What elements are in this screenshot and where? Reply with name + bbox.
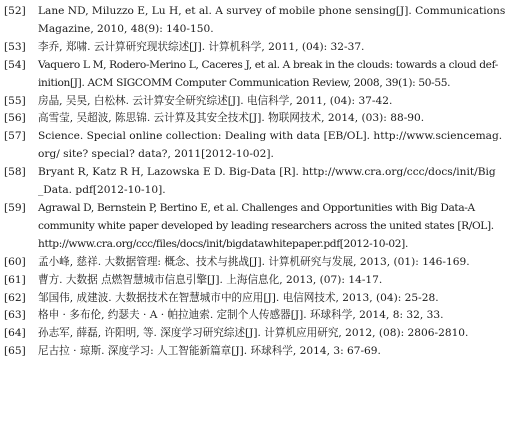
reference-text-line: 高雪莹, 吴超波, 陈思锦. 云计算及其安全技术[J]. 物联网技术, 2014, (03): 88-90. <box>38 112 425 125</box>
reference-text-line: Agrawal D, Bernstein P, Bertino E, et al. Challenges and Opportunities with Big Data-A <box>38 201 475 214</box>
reference-item <box>0 307 505 325</box>
reference-item <box>0 39 505 57</box>
reference-text-line: Lane ND, Miluzzo E, Lu H, et al. A survey of mobile phone sensing[J]. Communications <box>38 5 506 17</box>
reference-text-line: 格申 · 多布伦, 约瑟夫 · A · 帕拉迪索. 定制个人传感器[J]. 环球科学, 2014, 8: 32, 33. <box>38 309 444 322</box>
reference-number: [56] <box>4 112 26 125</box>
reference-text-line: 尼古拉 · 琼斯. 深度学习: 人工智能新篇章[J]. 环球科学, 2014, 3: 67-69. <box>38 345 381 358</box>
reference-number: [55] <box>4 94 26 107</box>
reference-number: [53] <box>4 40 26 53</box>
reference-text-line: http://www.cra.org/ccc/files/docs/init/bigdatawhitepaper.pdf[2012-10-02]. <box>38 237 408 250</box>
reference-item <box>0 164 505 200</box>
reference-item <box>0 290 505 308</box>
reference-text-line: community white paper developed by leading researchers across the united states [R/OL]. <box>38 219 494 232</box>
reference-number: [64] <box>4 327 26 340</box>
reference-item <box>0 254 505 272</box>
reference-text-line: Magazine, 2010, 48(9): 140-150. <box>38 22 214 35</box>
reference-text-line: 曹方. 大数据 点燃智慧城市信息引擎[J]. 上海信息化, 2013, (07): 14-17. <box>38 273 383 286</box>
reference-number: [59] <box>4 201 26 214</box>
reference-number: [63] <box>4 309 26 322</box>
reference-number: [52] <box>4 5 26 17</box>
reference-item <box>0 3 505 39</box>
reference-text-line: org/ site? special? data?, 2011[2012-10-02]. <box>38 148 274 161</box>
reference-item <box>0 110 505 128</box>
reference-number: [54] <box>4 58 26 71</box>
reference-text-line: Vaquero L M, Rodero-Merino L, Caceres J, et al. A break in the clouds: towards a cloud def- <box>38 58 499 71</box>
reference-text-line: 孟小峰, 慈祥. 大数据管理: 概念、技术与挑战[J]. 计算机研究与发展, 2013, (01): 146-169. <box>38 255 470 268</box>
reference-list <box>0 3 505 361</box>
reference-text-line: 房晶, 吴昊, 白松林. 云计算安全研究综述[J]. 电信科学, 2011, (04): 37-42. <box>38 94 393 107</box>
reference-item <box>0 93 505 111</box>
reference-text-line: 邹国伟, 成建波. 大数据技术在智慧城市中的应用[J]. 电信网技术, 2013, (04): 25-28. <box>38 291 439 304</box>
reference-item <box>0 272 505 290</box>
reference-text-line: inition[J]. ACM SIGCOMM Computer Communication Review, 2008, 39(1): 50-55. <box>38 76 451 89</box>
reference-text-line: _Data. pdf[2012-10-10]. <box>38 184 166 197</box>
reference-item <box>0 57 505 93</box>
reference-number: [60] <box>4 255 26 268</box>
reference-number: [65] <box>4 345 26 358</box>
reference-item <box>0 128 505 164</box>
reference-number: [61] <box>4 273 26 286</box>
reference-text-line: Bryant R, Katz R H, Lazowska E D. Big-Data [R]. http://www.cra.org/ccc/docs/init/Big <box>38 166 496 179</box>
reference-number: [57] <box>4 130 26 143</box>
reference-item <box>0 200 505 254</box>
reference-number: [58] <box>4 166 26 179</box>
reference-text-line: 李乔, 郑啸. 云计算研究现状综述[J]. 计算机科学, 2011, (04): 32-37. <box>38 40 365 53</box>
reference-text-line: 孙志军, 薛磊, 许阳明, 等. 深度学习研究综述[J]. 计算机应用研究, 2012, (08): 2806-2810. <box>38 327 469 340</box>
reference-text-line: Science. Special online collection: Dealing with data [EB/OL]. http://www.sciencemag. <box>38 130 503 143</box>
reference-item <box>0 343 505 361</box>
reference-number: [62] <box>4 291 26 304</box>
reference-item <box>0 325 505 343</box>
